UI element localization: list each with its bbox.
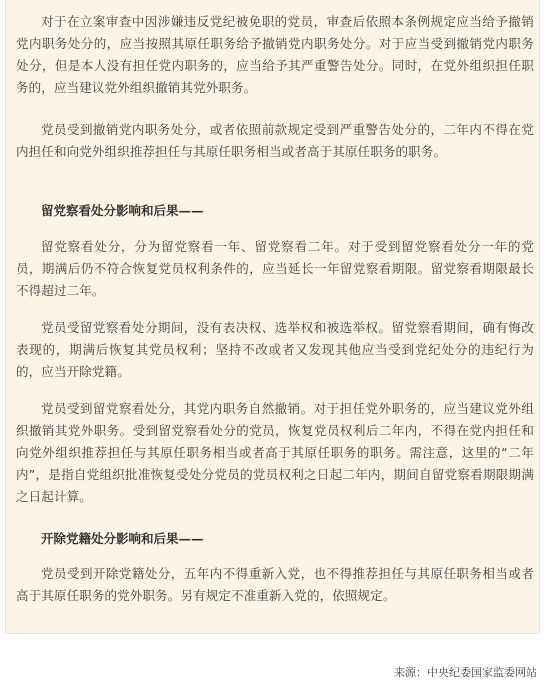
section-heading-probation: 留党察看处分影响和后果—— xyxy=(41,203,204,218)
section-heading-expulsion: 开除党籍处分影响和后果—— xyxy=(41,531,204,546)
paragraph-dismissal-during-review: 对于在立案审查中因涉嫌违反党纪被免职的党员，审查后依照本条例规定应当给予撤销党内职务处分的，应当按照其原任职务给予撤销党内职务处分。对于应当受到撤销党内职务处分，但是本人没有担任党内职务的，应当给予其严重警告处分。同时，在党外组织担任职务的，应当建议党外组织撤销其党外职务。 xyxy=(16,14,534,95)
paragraph-expulsion-effects: 党员受到开除党籍处分，五年内不得重新入党，也不得推荐担任与其原任职务相当或者高于其原任职务的党外职务。另有规定不准重新入党的，依照规定。 xyxy=(16,566,534,603)
paragraph-probation-periods: 留党察看处分，分为留党察看一年、留党察看二年。对于受到留党察看处分一年的党员，期满后仍不符合恢复党员权利条件的，应当延长一年留党察看期限。留党察看期限最长不得超过二年。 xyxy=(16,239,534,298)
source-attribution: 来源：中央纪委国家监委网站 xyxy=(394,666,537,679)
paragraph-probation-rights: 党员受留党察看处分期间，没有表决权、选举权和被选举权。留党察看期间，确有悔改表现的，期满后恢复其党员权利；坚持不改或者又发现其他应当受到党纪处分的违纪行为的，应当开除党籍。 xyxy=(16,320,534,379)
article-card xyxy=(5,0,540,634)
paragraph-dismissal-two-year-restriction: 党员受到撤销党内职务处分，或者依照前款规定受到严重警告处分的，二年内不得在党内担任和向党外组织推荐担任与其原任职务相当或者高于其原任职务的职务。 xyxy=(16,122,534,159)
paragraph-probation-posts: 党员受到留党察看处分，其党内职务自然撤销。对于担任党外职务的，应当建议党外组织撤销其党外职务。受到留党察看处分的党员，恢复党员权利后二年内，不得在党内担任和向党外组织推荐担任与其原任职务相当或者高于其原任职务的职务。需注意，这里的“二年内”，是指自党组织批准恢复受处分党员的党员权利之日起二年内，期间自留党察看期限期满之日起计算。 xyxy=(16,401,534,504)
